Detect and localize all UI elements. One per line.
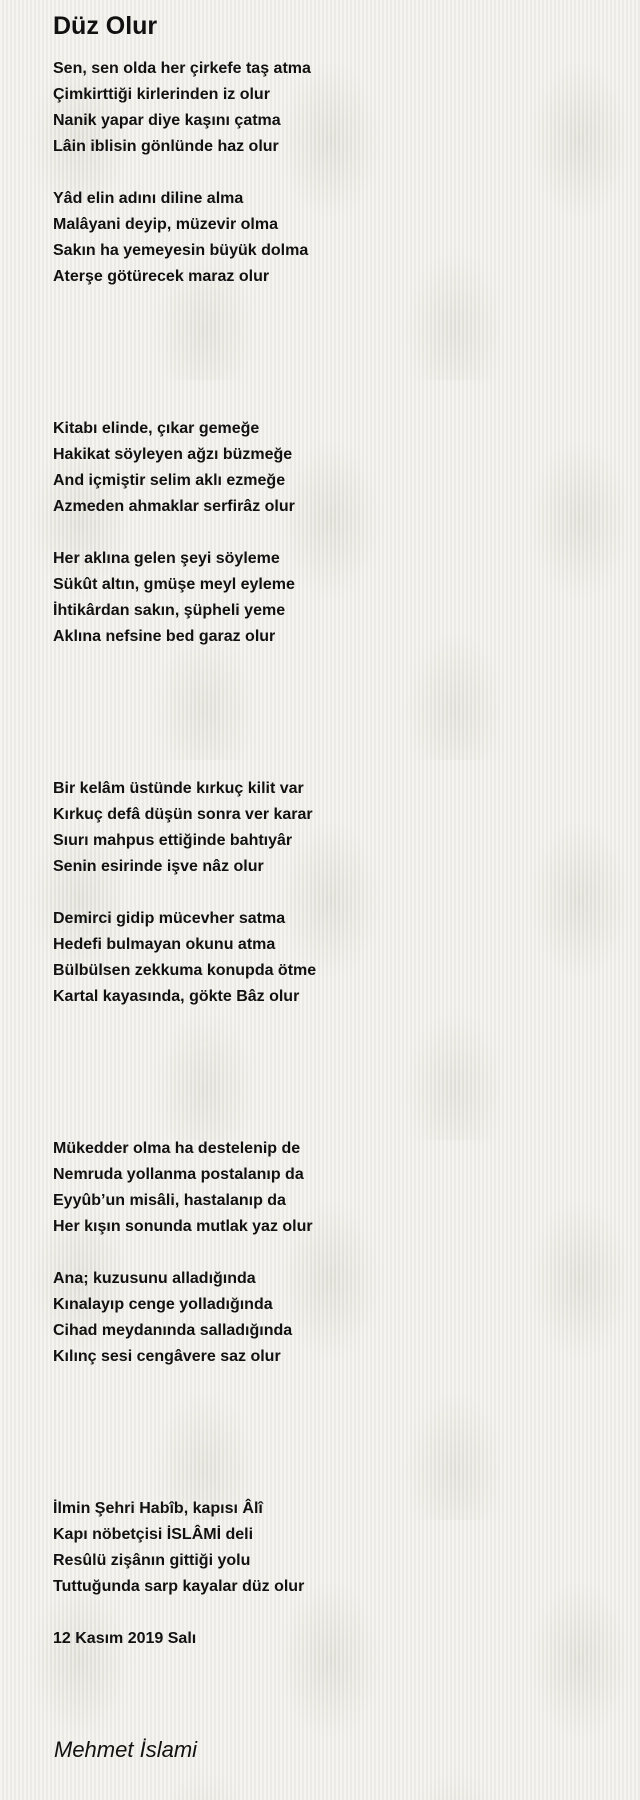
stanza <box>53 1136 613 1240</box>
poem-line: Aterşe götürecek maraz olur <box>53 268 270 285</box>
poem-line: Demirci gidip mücevher satma <box>53 910 286 927</box>
poem-line: Her aklına gelen şeyi söyleme <box>53 550 280 567</box>
section-spacer <box>53 1370 613 1496</box>
section-spacer <box>53 1010 613 1136</box>
poem-line: Resûlü zişânın gittiği yolu <box>53 1552 251 1569</box>
poem-line: Kınalayıp cenge yolladığında <box>53 1296 273 1313</box>
poem-line: Hakikat söyleyen ağzı büzmeğe <box>53 446 293 463</box>
poem-line: Nanik yapar diye kaşını çatma <box>53 112 281 129</box>
author-name: Mehmet İslami <box>54 1737 198 1762</box>
poem-line: Tuttuğunda sarp kayalar düz olur <box>53 1578 305 1595</box>
poem-line: Eyyûb’un misâli, hastalanıp da <box>53 1192 286 1209</box>
stanza <box>53 546 613 650</box>
stanza <box>53 416 613 520</box>
poem-line: Yâd elin adını diline alma <box>53 190 244 207</box>
stanza <box>53 906 613 1010</box>
poem-line: İhtikârdan sakın, şüpheli yeme <box>53 602 286 619</box>
stanza <box>53 56 613 160</box>
poem-line: Sen, sen olda her çirkefe taş atma <box>53 60 311 77</box>
poem-line: Kapı nöbetçisi İSLÂMİ deli <box>53 1526 254 1543</box>
poem-body <box>53 56 613 1600</box>
poem-line: Kartal kayasında, gökte Bâz olur <box>53 988 300 1005</box>
stanza-spacer <box>53 880 613 906</box>
poem-line: Lâin iblisin gönlünde haz olur <box>53 138 279 155</box>
stanza-spacer <box>53 520 613 546</box>
poem-line: Aklına nefsine bed garaz olur <box>53 628 276 645</box>
stanza <box>53 776 613 880</box>
poem-line: Azmeden ahmaklar serfirâz olur <box>53 498 295 515</box>
poem-line: Sükût altın, gmüşe meyl eyleme <box>53 576 295 593</box>
poem-line: Senin esirinde işve nâz olur <box>53 858 264 875</box>
poem-line: Kitabı elinde, çıkar gemeğe <box>53 420 260 437</box>
poem-line: Her kışın sonunda mutlak yaz olur <box>53 1218 313 1235</box>
poem-line: Sıurı mahpus ettiğinde bahtıyâr <box>53 832 293 849</box>
poem-line: İlmin Şehri Habîb, kapısı Âlî <box>53 1500 263 1517</box>
poem-line: Sakın ha yemeyesin büyük dolma <box>53 242 309 259</box>
poem-line: Cihad meydanında salladığında <box>53 1322 293 1339</box>
poem-line: Malâyani deyip, müzevir olma <box>53 216 278 233</box>
section-spacer <box>53 290 613 416</box>
poem-line: Hedefi bulmayan okunu atma <box>53 936 276 953</box>
poem-line: Kılınç sesi cengâvere saz olur <box>53 1348 281 1365</box>
poem-line: Bülbülsen zekkuma konupda ötme <box>53 962 317 979</box>
poem-title: Düz Olur <box>53 12 158 40</box>
stanza-spacer <box>53 160 613 186</box>
stanza-spacer <box>53 1240 613 1266</box>
stanza <box>53 186 613 290</box>
stanza <box>53 1496 613 1600</box>
stanza <box>53 1266 613 1370</box>
poem-line: Nemruda yollanma postalanıp da <box>53 1166 304 1183</box>
poem-line: Kırkuç defâ düşün sonra ver karar <box>53 806 313 823</box>
poem-line: And içmiştir selim aklı ezmeğe <box>53 472 286 489</box>
poem-date: 12 Kasım 2019 Salı <box>53 1630 197 1647</box>
section-spacer <box>53 650 613 776</box>
poem-line: Ana; kuzusunu alladığında <box>53 1270 256 1287</box>
poem-container <box>53 10 613 1652</box>
poem-line: Mükedder olma ha destelenip de <box>53 1140 301 1157</box>
poem-line: Bir kelâm üstünde kırkuç kilit var <box>53 780 304 797</box>
poem-line: Çimkirttiği kirlerinden iz olur <box>53 86 270 103</box>
